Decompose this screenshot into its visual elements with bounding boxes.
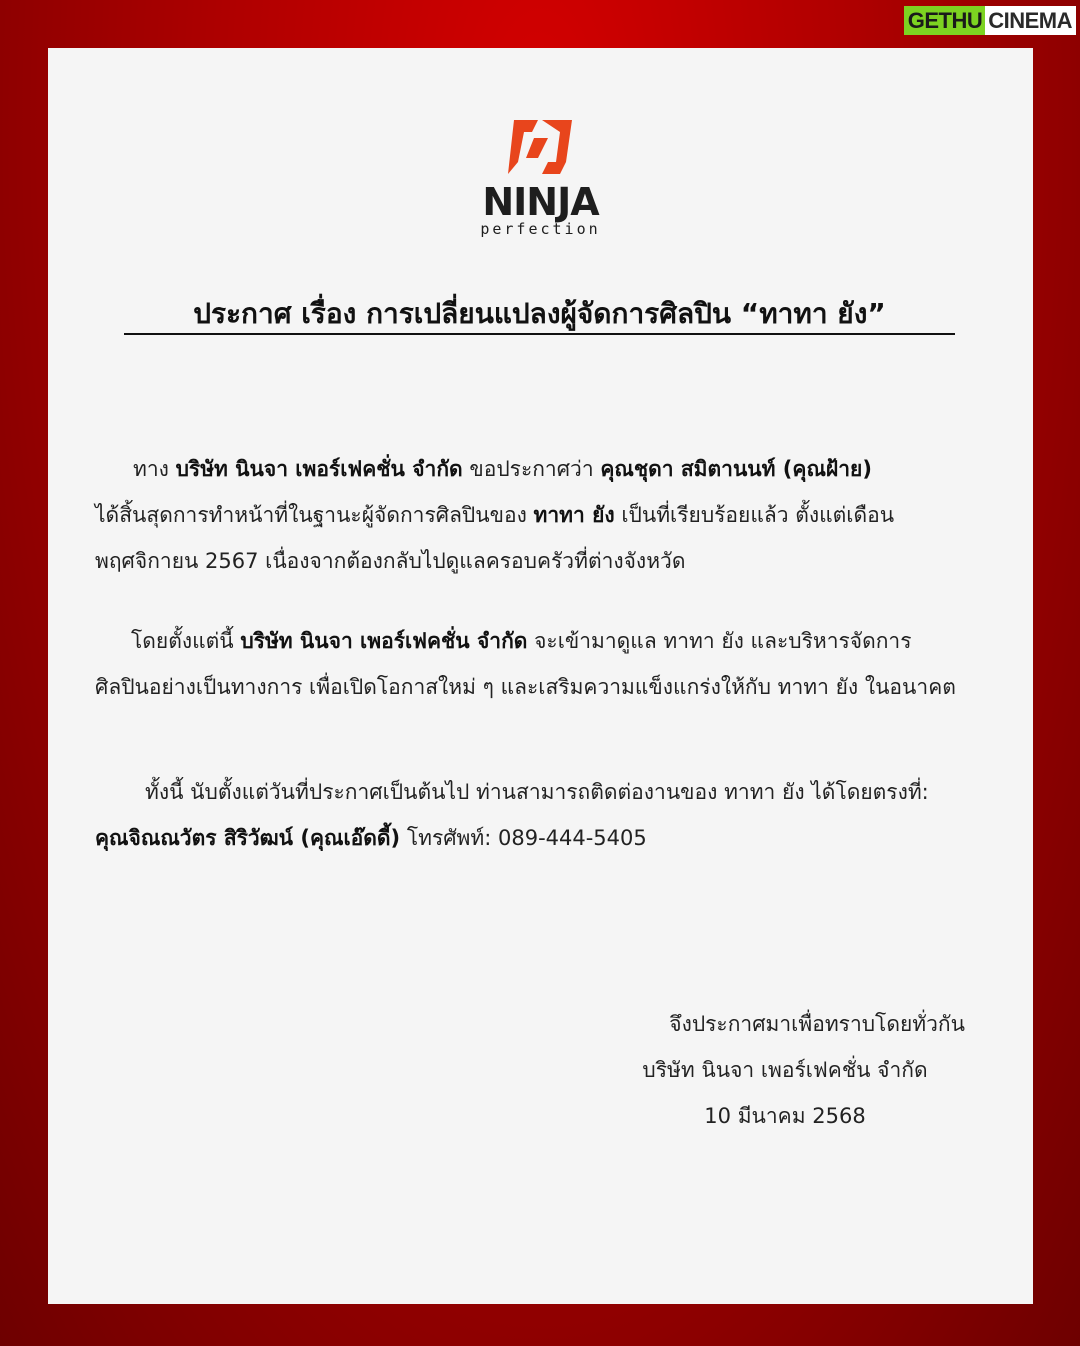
text: จะเข้ามาดูแล ทาทา ยัง และบริหารจัดการ (527, 629, 912, 653)
paragraph-2 (95, 618, 975, 710)
closing-signature (605, 1001, 965, 1139)
title-underline (124, 333, 955, 335)
logo-wordmark: NINJA (482, 180, 599, 224)
paragraph-2-line-2: ศิลปินอย่างเป็นทางการ เพื่อเปิดโอกาสใหม่ ๆ และเสริมความแข็งแกร่งให้กับ ทาทา ยัง ในอนาคต (95, 675, 956, 699)
logo-tagline: perfection (480, 220, 601, 238)
watermark-part1: GETHU (904, 6, 986, 35)
announcement-sheet (48, 48, 1033, 1304)
company-name: บริษัท นินจา เพอร์เฟคชั่น จำกัด (175, 457, 463, 481)
text: โดยตั้งแต่นี้ (131, 629, 241, 653)
ninja-logo-icon (504, 116, 576, 178)
company-logo (468, 116, 613, 246)
paragraph-1-line-1 (95, 446, 975, 492)
closing-line: จึงประกาศมาเพื่อทราบโดยทั่วกัน (669, 1012, 965, 1036)
paragraph-1-line-3: พฤศจิกายน 2567 เนื่องจากต้องกลับไปดูแลครอบครัวที่ต่างจังหวัด (95, 549, 686, 573)
watermark-part2: CINEMA (985, 6, 1076, 35)
closing-date: 10 มีนาคม 2568 (704, 1104, 866, 1128)
contact-phone: โทรศัพท์: 089-444-5405 (400, 826, 647, 850)
paragraph-1 (95, 446, 975, 584)
text: ได้สิ้นสุดการทำหน้าที่ในฐานะผู้จัดการศิลปินของ (95, 503, 534, 527)
artist-name: ทาทา ยัง (533, 503, 615, 527)
announcement-title: ประกาศ เรื่อง การเปลี่ยนแปลงผู้จัดการศิลปิน “ทาทา ยัง” (193, 297, 886, 330)
paragraph-3 (95, 769, 975, 861)
text: เป็นที่เรียบร้อยแล้ว ตั้งแต่เดือน (614, 503, 895, 527)
text: ขอประกาศว่า (462, 457, 601, 481)
watermark (904, 6, 1076, 35)
text: ทาง (133, 457, 176, 481)
paragraph-3-line-2 (95, 815, 975, 861)
paragraph-1-line-2 (95, 492, 975, 538)
paragraph-3-line-1: ทั้งนี้ นับตั้งแต่วันที่ประกาศเป็นต้นไป ท่านสามารถติดต่องานของ ทาทา ยัง ได้โดยตรงที่: (145, 780, 929, 804)
paragraph-2-line-1 (95, 618, 975, 664)
closing-company: บริษัท นินจา เพอร์เฟคชั่น จำกัด (642, 1058, 928, 1082)
former-manager-name: คุณชุดา สมิตานนท์ (คุณฝ้าย) (600, 457, 872, 481)
company-name: บริษัท นินจา เพอร์เฟคชั่น จำกัด (240, 629, 528, 653)
new-contact-name: คุณจิณณวัตร สิริวัฒน์ (คุณเอ๊ดดี้) (95, 826, 401, 850)
